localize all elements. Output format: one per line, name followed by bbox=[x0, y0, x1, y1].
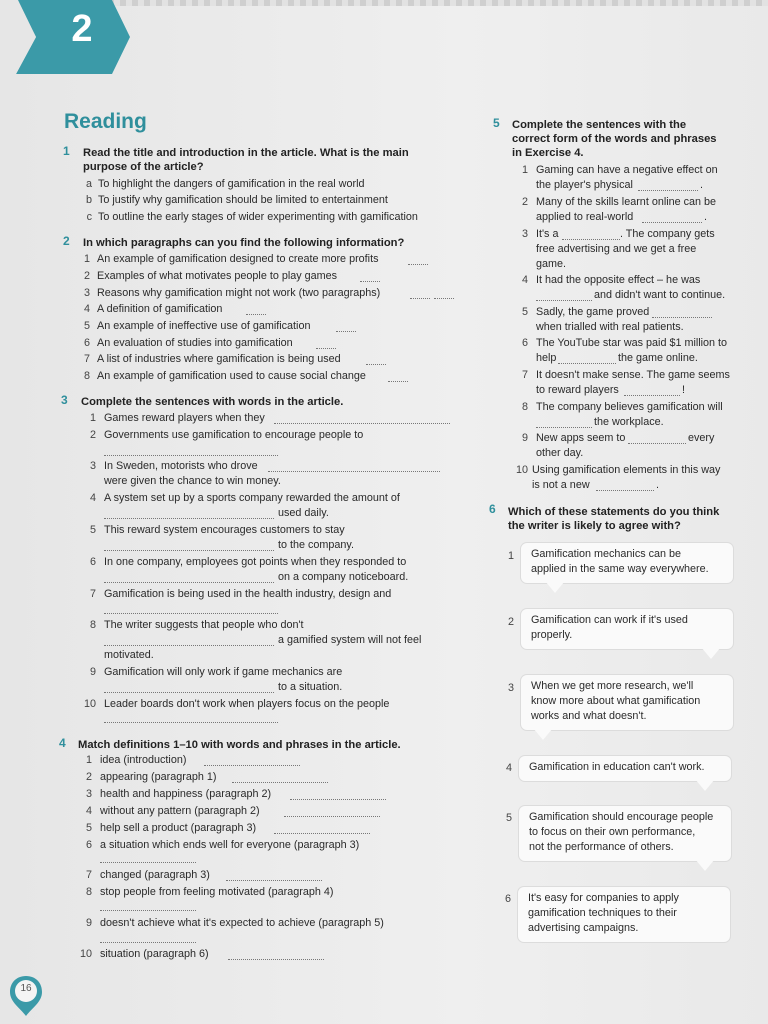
answer-blank[interactable] bbox=[100, 910, 196, 911]
sentence-line: help bbox=[536, 352, 557, 364]
item-number: 2 bbox=[85, 771, 92, 783]
definition: situation (paragraph 6) bbox=[100, 948, 209, 960]
item-number: 9 bbox=[85, 917, 92, 929]
option-text: To highlight the dangers of gamification in the real world bbox=[98, 178, 365, 190]
definition: appearing (paragraph 1) bbox=[100, 771, 217, 783]
exercise-1-number: 1 bbox=[63, 144, 70, 158]
sentence-line: when trialled with real patients. bbox=[536, 321, 684, 333]
answer-blank[interactable] bbox=[408, 264, 428, 265]
sentence-line: A system set up by a sports company rewarded the amount of bbox=[104, 492, 400, 504]
item-number: 3 bbox=[83, 287, 90, 299]
exercise-3-number: 3 bbox=[61, 393, 68, 407]
answer-blank[interactable] bbox=[232, 782, 328, 783]
sentence-line: every bbox=[688, 432, 715, 444]
item-number: 8 bbox=[521, 401, 528, 413]
statement-bubble[interactable] bbox=[518, 887, 730, 942]
answer-blank[interactable] bbox=[274, 423, 450, 424]
answer-blank[interactable] bbox=[268, 471, 440, 472]
statement-number: 4 bbox=[506, 762, 513, 774]
item-number: 4 bbox=[89, 492, 96, 504]
sentence-line: It had the opposite effect – he was bbox=[536, 274, 701, 286]
sentence-line: It doesn't make sense. The game seems bbox=[536, 369, 730, 381]
item-number: 4 bbox=[521, 274, 528, 286]
exercise-5-number: 5 bbox=[493, 116, 500, 130]
sentence-line: applied to real-world bbox=[536, 211, 634, 223]
page-number: 16 bbox=[20, 983, 32, 994]
section-title: Reading bbox=[64, 110, 147, 133]
answer-blank[interactable] bbox=[226, 880, 322, 881]
definition: stop people from feeling motivated (paragraph 4) bbox=[100, 886, 334, 898]
sentence-line: It's a bbox=[536, 228, 559, 240]
answer-blank[interactable] bbox=[104, 550, 274, 551]
item-number: 10 bbox=[515, 464, 528, 476]
sentence-line: Many of the skills learnt online can be bbox=[536, 196, 717, 208]
sentence-line: to the company. bbox=[278, 539, 355, 551]
answer-blank[interactable] bbox=[536, 427, 592, 428]
answer-blank[interactable] bbox=[596, 490, 654, 491]
exercise-6-heading-line1: Which of these statements do you think bbox=[508, 506, 720, 518]
answer-blank[interactable] bbox=[104, 518, 274, 519]
answer-blank[interactable] bbox=[104, 645, 274, 646]
sentence-line: other day. bbox=[536, 447, 584, 459]
exercise-1-heading-line2: purpose of the article? bbox=[83, 161, 204, 173]
sentence-line: a gamified system will not feel bbox=[278, 634, 422, 646]
answer-blank[interactable] bbox=[290, 799, 386, 800]
answer-blank[interactable] bbox=[284, 816, 380, 817]
sentence-line: Gamification is being used in the health industry, design and bbox=[104, 588, 392, 600]
statement-text: works and what doesn't. bbox=[531, 710, 647, 722]
answer-blank[interactable] bbox=[204, 765, 300, 766]
sentence-line: In one company, employees got points when they responded to bbox=[104, 556, 407, 568]
answer-blank[interactable] bbox=[228, 959, 324, 960]
sentence-line: Gaming can have a negative effect on bbox=[536, 164, 718, 176]
page-marker bbox=[8, 974, 44, 1018]
item-number: 8 bbox=[85, 886, 92, 898]
item-number: 5 bbox=[85, 822, 92, 834]
list-item: An example of gamification designed to create more profits bbox=[97, 253, 379, 265]
answer-blank[interactable] bbox=[246, 314, 266, 315]
exercise-3-heading: Complete the sentences with words in the article. bbox=[81, 396, 344, 408]
answer-blank[interactable] bbox=[104, 613, 278, 614]
item-number: 10 bbox=[79, 948, 92, 960]
sentence-line: the game online. bbox=[618, 352, 698, 364]
sentence-line: were given the chance to win money. bbox=[104, 475, 281, 487]
answer-blank[interactable] bbox=[562, 239, 620, 240]
sentence-line: ! bbox=[682, 384, 685, 396]
item-number: 3 bbox=[89, 460, 96, 472]
item-number: 1 bbox=[89, 412, 96, 424]
item-number: 9 bbox=[521, 432, 528, 444]
list-item: An evaluation of studies into gamification bbox=[97, 337, 293, 349]
answer-blank[interactable] bbox=[366, 364, 386, 365]
option-letter: b bbox=[85, 194, 92, 206]
statement-text: properly. bbox=[531, 629, 573, 641]
statement-number: 6 bbox=[505, 893, 512, 905]
statement-text: Gamification mechanics can be bbox=[531, 548, 682, 560]
statement-text: not the performance of others. bbox=[529, 841, 674, 853]
item-number: 1 bbox=[85, 754, 92, 766]
statement-number: 2 bbox=[508, 616, 515, 628]
sentence-line: and didn't want to continue. bbox=[594, 289, 726, 301]
option-text: To justify why gamification should be limited to entertainment bbox=[98, 194, 388, 206]
definition: help sell a product (paragraph 3) bbox=[100, 822, 257, 834]
answer-blank[interactable] bbox=[558, 363, 616, 364]
item-number: 2 bbox=[89, 429, 96, 441]
sentence-line: This reward system encourages customers to stay bbox=[104, 524, 345, 536]
sentence-line: Using gamification elements in this way bbox=[532, 464, 721, 476]
sentence-line: the player's physical bbox=[536, 179, 633, 191]
answer-blank[interactable] bbox=[434, 298, 454, 299]
bubble-tail bbox=[695, 779, 715, 791]
exercise-2-heading: In which paragraphs can you find the following information? bbox=[83, 237, 405, 249]
item-number: 7 bbox=[85, 869, 92, 881]
option-text: To outline the early stages of wider experimenting with gamification bbox=[98, 211, 418, 223]
sentence-line: New apps seem to bbox=[536, 432, 626, 444]
exercise-5-heading-line1: Complete the sentences with the bbox=[512, 119, 687, 131]
list-item: Examples of what motivates people to play games bbox=[97, 270, 338, 282]
statement-bubble[interactable] bbox=[521, 609, 733, 649]
answer-blank[interactable] bbox=[104, 455, 278, 456]
definition: idea (introduction) bbox=[100, 754, 187, 766]
answer-blank[interactable] bbox=[100, 942, 196, 943]
answer-blank[interactable] bbox=[628, 443, 686, 444]
sentence-line: The writer suggests that people who don't bbox=[104, 619, 304, 631]
statement-number: 3 bbox=[508, 682, 515, 694]
answer-blank[interactable] bbox=[388, 381, 408, 382]
answer-blank[interactable] bbox=[642, 222, 702, 223]
answer-blank[interactable] bbox=[410, 298, 430, 299]
item-number: 2 bbox=[83, 270, 90, 282]
exercise-6-number: 6 bbox=[489, 502, 496, 516]
definition: doesn't achieve what it's expected to achieve (paragraph 5) bbox=[100, 917, 384, 929]
bubble-tail bbox=[545, 581, 565, 593]
definition: health and happiness (paragraph 2) bbox=[100, 788, 272, 800]
item-number: 8 bbox=[89, 619, 96, 631]
item-number: 6 bbox=[521, 337, 528, 349]
item-number: 6 bbox=[89, 556, 96, 568]
option-letter: c bbox=[86, 211, 92, 223]
bubble-tail bbox=[695, 859, 715, 871]
answer-blank[interactable] bbox=[336, 331, 356, 332]
sentence-line: Governments use gamification to encourage people to bbox=[104, 429, 364, 441]
statement-text: It's easy for companies to apply bbox=[528, 892, 679, 904]
exercise-1-heading-line1: Read the title and introduction in the article. What is the main bbox=[83, 147, 409, 159]
item-number: 4 bbox=[85, 805, 92, 817]
exercise-4-number: 4 bbox=[59, 736, 66, 750]
bubble-tail bbox=[701, 647, 721, 659]
exercise-4-heading: Match definitions 1–10 with words and phrases in the article. bbox=[78, 739, 401, 751]
item-number: 7 bbox=[89, 588, 96, 600]
item-number: 6 bbox=[83, 337, 90, 349]
statement-text: know more about what gamification bbox=[531, 695, 701, 707]
bubble-tail bbox=[533, 728, 553, 740]
answer-blank[interactable] bbox=[652, 317, 712, 318]
sentence-line: to reward players bbox=[536, 384, 619, 396]
item-number: 7 bbox=[83, 353, 90, 365]
item-number: 5 bbox=[89, 524, 96, 536]
answer-blank[interactable] bbox=[624, 395, 680, 396]
answer-blank[interactable] bbox=[360, 281, 380, 282]
sentence-line: free advertising and we get a free bbox=[536, 243, 697, 255]
item-number: 1 bbox=[521, 164, 528, 176]
statement-bubble[interactable] bbox=[519, 806, 731, 861]
statement-text: applied in the same way everywhere. bbox=[531, 563, 709, 575]
unit-badge bbox=[0, 0, 130, 72]
statement-bubble[interactable] bbox=[521, 675, 733, 730]
statement-number: 5 bbox=[506, 812, 513, 824]
exercise-6-heading-line2: the writer is likely to agree with? bbox=[508, 520, 681, 532]
answer-blank[interactable] bbox=[100, 862, 196, 863]
definition: a situation which ends well for everyone (paragraph 3) bbox=[100, 839, 360, 851]
answer-blank[interactable] bbox=[104, 692, 274, 693]
item-number: 2 bbox=[521, 196, 528, 208]
sentence-line: Leader boards don't work when players focus on the people bbox=[104, 698, 390, 710]
item-number: 3 bbox=[85, 788, 92, 800]
unit-number: 2 bbox=[71, 8, 93, 50]
sentence-line: In Sweden, motorists who drove bbox=[104, 460, 258, 472]
sentence-line: Sadly, the game proved bbox=[536, 306, 650, 318]
sentence-line: . The company gets bbox=[620, 228, 715, 240]
statement-text: Gamification in education can't work. bbox=[529, 761, 705, 773]
item-number: 8 bbox=[83, 370, 90, 382]
answer-blank[interactable] bbox=[104, 582, 274, 583]
statement-text: to focus on their own performance, bbox=[529, 826, 696, 838]
answer-blank[interactable] bbox=[536, 300, 592, 301]
list-item: A definition of gamification bbox=[97, 303, 223, 315]
sentence-line: The YouTube star was paid $1 million to bbox=[536, 337, 728, 349]
option-letter: a bbox=[85, 178, 92, 190]
statement-text: advertising campaigns. bbox=[528, 922, 639, 934]
statement-text: gamification techniques to their bbox=[528, 907, 677, 919]
statement-bubble[interactable] bbox=[519, 756, 731, 781]
list-item: Reasons why gamification might not work (two paragraphs) bbox=[97, 287, 381, 299]
exercise-2-number: 2 bbox=[63, 234, 70, 248]
sentence-line: to a situation. bbox=[278, 681, 343, 693]
item-number: 5 bbox=[83, 320, 90, 332]
sentence-line: the workplace. bbox=[594, 416, 664, 428]
sentence-line: Gamification will only work if game mechanics are bbox=[104, 666, 343, 678]
statement-text: Gamification should encourage people bbox=[529, 811, 714, 823]
sentence-line: is not a new bbox=[532, 479, 590, 491]
sentence-line: game. bbox=[536, 258, 567, 270]
exercise-5-heading-line2: correct form of the words and phrases bbox=[512, 133, 717, 145]
answer-blank[interactable] bbox=[316, 348, 336, 349]
item-number: 1 bbox=[83, 253, 90, 265]
definition: changed (paragraph 3) bbox=[100, 869, 210, 881]
list-item: An example of gamification used to cause social change bbox=[97, 370, 366, 382]
item-number: 10 bbox=[83, 698, 96, 710]
answer-blank[interactable] bbox=[104, 722, 278, 723]
statement-text: Gamification can work if it's used bbox=[531, 614, 688, 626]
item-number: 7 bbox=[521, 369, 528, 381]
item-number: 3 bbox=[521, 228, 528, 240]
sentence-line: . bbox=[656, 479, 659, 491]
item-number: 9 bbox=[89, 666, 96, 678]
sentence-line: motivated. bbox=[104, 649, 154, 661]
list-item: An example of ineffective use of gamification bbox=[97, 320, 311, 332]
sentence-line: . bbox=[700, 179, 703, 191]
definition: without any pattern (paragraph 2) bbox=[100, 805, 260, 817]
item-number: 6 bbox=[85, 839, 92, 851]
answer-blank[interactable] bbox=[274, 833, 370, 834]
item-number: 4 bbox=[83, 303, 90, 315]
sentence-line: Games reward players when they bbox=[104, 412, 265, 424]
item-number: 5 bbox=[521, 306, 528, 318]
statement-number: 1 bbox=[508, 550, 515, 562]
statement-text: When we get more research, we'll bbox=[531, 680, 694, 692]
sentence-line: on a company noticeboard. bbox=[278, 571, 409, 583]
exercise-5-heading-line3: in Exercise 4. bbox=[512, 147, 584, 159]
sentence-line: used daily. bbox=[278, 507, 329, 519]
sentence-line: The company believes gamification will bbox=[536, 401, 723, 413]
sentence-line: . bbox=[704, 211, 707, 223]
list-item: A list of industries where gamification is being used bbox=[97, 353, 341, 365]
statement-bubble[interactable] bbox=[521, 543, 733, 583]
answer-blank[interactable] bbox=[638, 190, 698, 191]
